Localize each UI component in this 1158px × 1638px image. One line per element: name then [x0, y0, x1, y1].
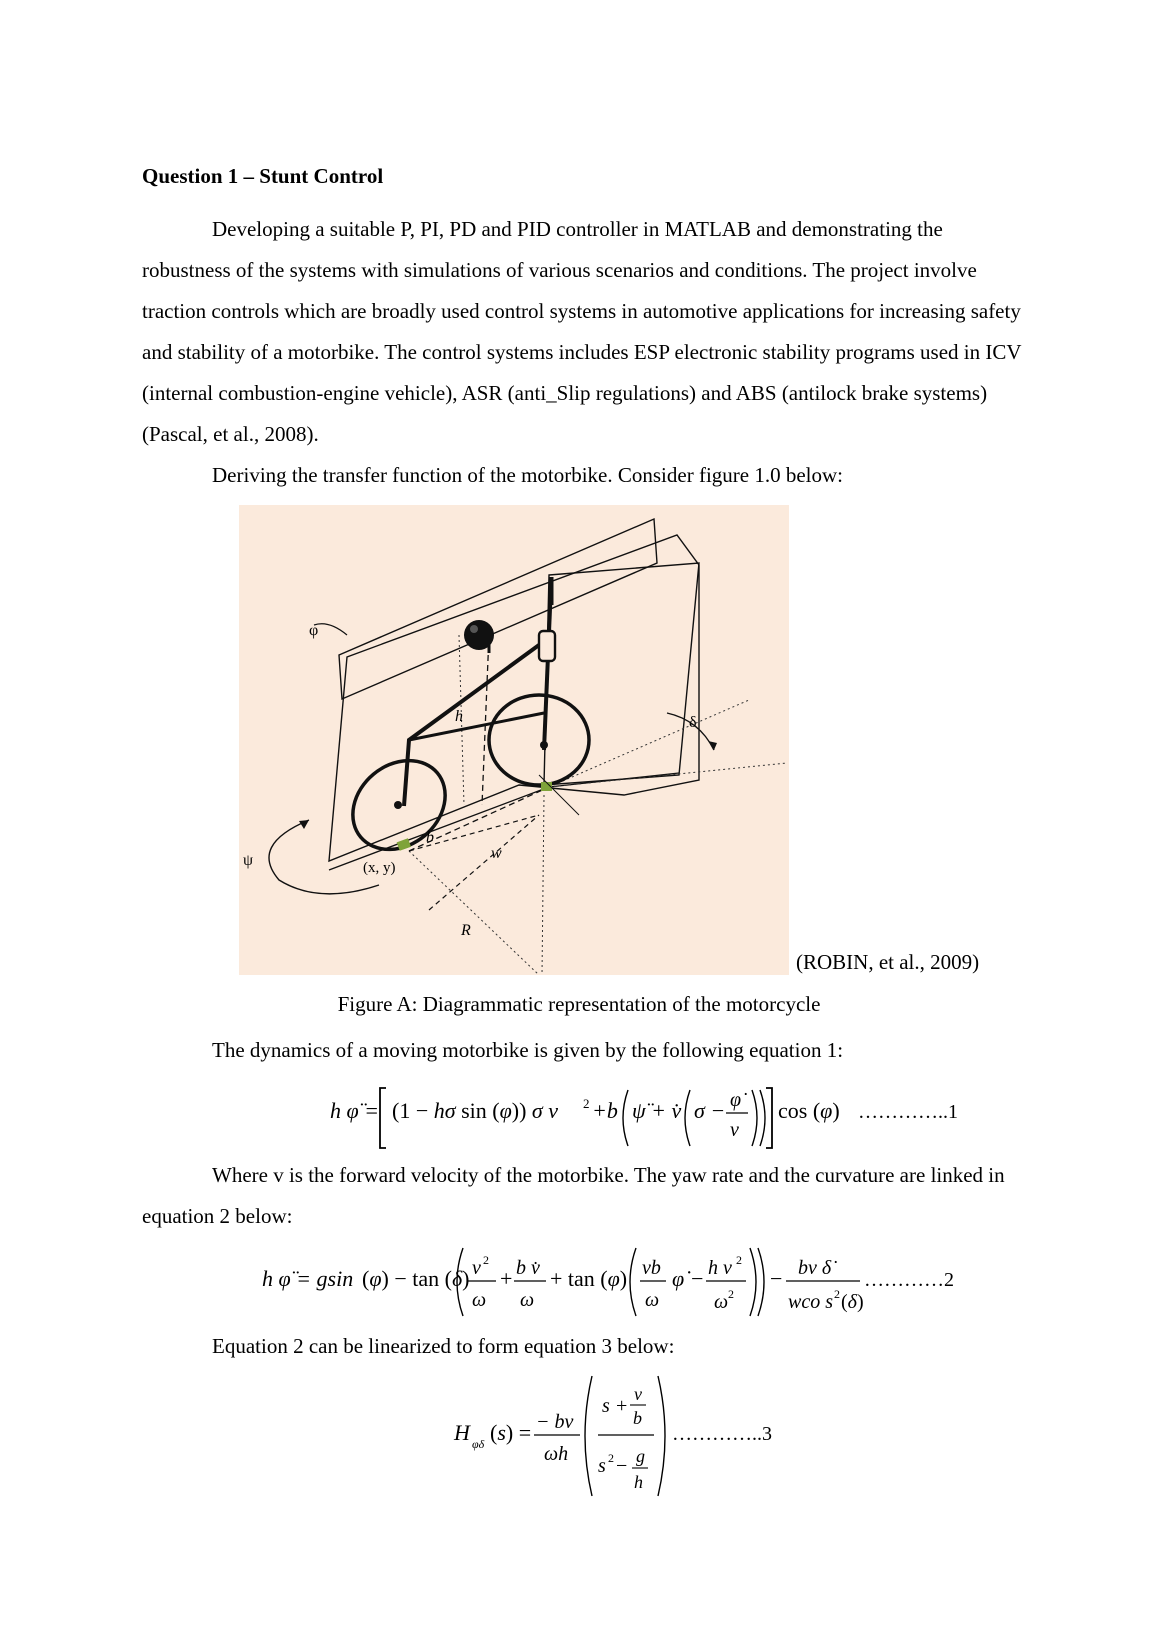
svg-text:b v̇: b v̇	[516, 1257, 540, 1279]
figure-caption: Figure A: Diagrammatic representation of the motorcycle	[337, 992, 821, 1016]
svg-text:g: g	[636, 1446, 645, 1466]
svg-text:2: 2	[483, 1253, 489, 1267]
intro-paragraph-text: Developing a suitable P, PI, PD and PID controller in MATLAB and demonstrating the robustness of the systems with simulations of various scenarios and conditions. The project involve traction controls which are broadly used control systems in automotive applications for increasing safety and stability of a motorbike. The control systems includes ESP electronic stability programs used in ICV (internal combustion-engine vehicle), ASR (anti_Slip regulations) and ABS (antilock brake systems) (Pascal, et al., 2008).	[142, 217, 1022, 446]
svg-text:(s) =: (s) =	[490, 1420, 532, 1445]
intro-paragraph	[142, 209, 1022, 496]
svg-text:h φ̈ =: h φ̈ =	[330, 1098, 380, 1123]
svg-text:v: v	[730, 1119, 739, 1141]
svg-text:+b: +b	[592, 1098, 618, 1123]
svg-text:ω: ω	[472, 1289, 487, 1311]
svg-text:H: H	[454, 1420, 470, 1445]
svg-text:(φ) − tan (δ): (φ) − tan (δ)	[362, 1266, 470, 1291]
figure-citation: (ROBIN, et al., 2009)	[796, 950, 980, 974]
svg-text:2: 2	[583, 1096, 590, 1111]
equation-1-number: …………..1	[858, 1101, 958, 1123]
figure-label-w: w	[491, 845, 502, 862]
svg-text:h: h	[634, 1472, 643, 1492]
where-paragraph: Where v is the forward velocity of the motorbike. The yaw rate and the curvature are linked in equation 2 below:	[142, 1163, 1005, 1228]
svg-text:φ̇ −: φ̇ −	[672, 1266, 705, 1291]
svg-text:2: 2	[834, 1287, 840, 1301]
svg-text:s: s	[598, 1455, 606, 1477]
svg-text:ω: ω	[645, 1289, 660, 1311]
figure-label-b: b	[426, 829, 434, 846]
figure-label-h: h	[455, 708, 463, 725]
equation-2	[258, 1240, 978, 1322]
equation-2-number: …………2	[864, 1269, 954, 1291]
svg-text:ω: ω	[714, 1291, 729, 1313]
svg-text:φ̇: φ̇	[730, 1089, 742, 1111]
svg-text:v: v	[472, 1257, 481, 1279]
figure-label-r: R	[461, 922, 471, 939]
svg-text:2: 2	[728, 1287, 734, 1301]
linearize-sentence: Equation 2 can be linearized to form equation 3 below:	[212, 1334, 675, 1358]
dynamics-sentence: The dynamics of a moving motorbike is given by the following equation 1:	[212, 1038, 844, 1062]
svg-text:σ −: σ −	[694, 1098, 726, 1123]
figure-label-delta: δ	[689, 714, 697, 731]
svg-text:ω: ω	[520, 1289, 535, 1311]
svg-text:ωh: ωh	[544, 1443, 569, 1465]
motorcycle-diagram	[239, 505, 789, 975]
svg-text:2: 2	[608, 1451, 614, 1465]
svg-text:(1 − hσ sin (φ)) σ v: (1 − hσ sin (φ)) σ v	[392, 1098, 559, 1123]
svg-text:v: v	[634, 1384, 642, 1404]
svg-text:h φ̈ = gsin: h φ̈ = gsin	[262, 1266, 354, 1291]
svg-text:ψ̈ + v̇: ψ̈ + v̇	[632, 1098, 682, 1123]
equation-1	[320, 1082, 958, 1162]
svg-text:(δ): (δ)	[841, 1291, 864, 1313]
svg-text:2: 2	[736, 1253, 742, 1267]
svg-text:−: −	[770, 1266, 783, 1291]
svg-text:+ tan (φ): + tan (φ)	[550, 1266, 628, 1291]
svg-text:−: −	[616, 1455, 628, 1477]
svg-text:b: b	[633, 1408, 642, 1428]
equation-3	[450, 1372, 810, 1502]
figure-label-xy: (x, y)	[363, 860, 396, 876]
svg-text:+: +	[500, 1266, 513, 1291]
svg-text:vb: vb	[642, 1257, 661, 1279]
svg-text:bv δ̇: bv δ̇	[798, 1257, 832, 1279]
section-heading: Question 1 – Stunt Control	[142, 164, 384, 188]
svg-text:− bv: − bv	[536, 1411, 574, 1433]
equation-3-number: …………..3	[672, 1423, 772, 1445]
figure-label-psi: ψ	[243, 852, 254, 869]
svg-text:cos (φ): cos (φ)	[778, 1098, 840, 1123]
svg-text:h v: h v	[708, 1257, 732, 1279]
motorcycle-figure	[239, 505, 789, 975]
svg-text:φδ: φδ	[472, 1437, 485, 1451]
derive-sentence: Deriving the transfer function of the motorbike. Consider figure 1.0 below:	[212, 463, 844, 487]
svg-text:wco s: wco s	[788, 1291, 833, 1313]
svg-text:s +: s +	[602, 1395, 629, 1417]
figure-label-phi: φ	[309, 622, 319, 639]
